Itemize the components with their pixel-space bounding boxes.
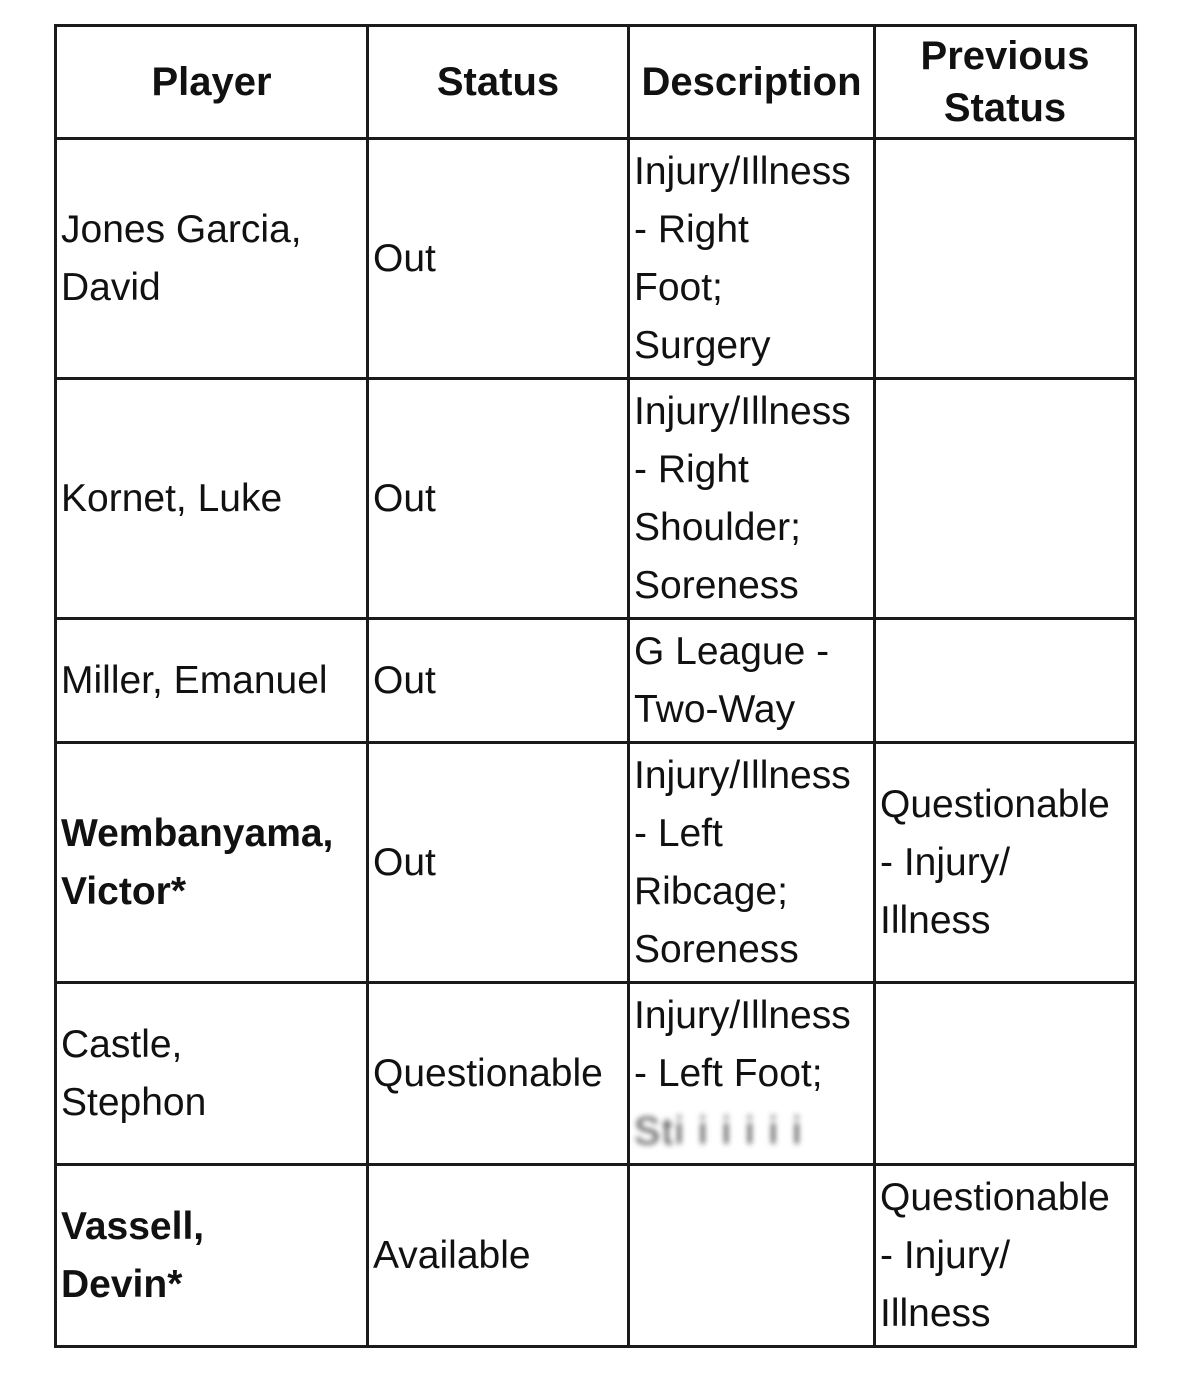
header-player: Player [56,26,368,139]
table-row [56,983,1136,1165]
injury-report-table [54,24,1137,1348]
description-cell [629,1165,875,1347]
player-cell: Wembanyama, Victor* [56,743,368,983]
status-cell: Out [368,139,629,379]
table-row [56,139,1136,379]
header-previous-status: Previous Status [875,26,1136,139]
table-row [56,379,1136,619]
previous-status-cell [875,139,1136,379]
description-cell: Injury/Illness - Right Shoulder; Soreness [629,379,875,619]
description-cell: Injury/Illness - Right Foot; Surgery [629,139,875,379]
status-cell: Out [368,619,629,743]
description-obscured-text [634,1103,873,1161]
previous-status-cell: Questionable - Injury/ Illness [875,743,1136,983]
previous-status-cell [875,379,1136,619]
previous-status-cell [875,983,1136,1165]
player-cell: Miller, Emanuel [56,619,368,743]
player-cell: Vassell, Devin* [56,1165,368,1347]
player-cell: Jones Garcia, David [56,139,368,379]
redacted-word: Sti i i i i i [634,1109,804,1153]
description-cell [629,983,875,1165]
header-status: Status [368,26,629,139]
player-cell: Castle, Stephon [56,983,368,1165]
header-row [56,26,1136,139]
description-text: Injury/Illness - Left Foot; [634,993,851,1095]
description-cell: G League - Two-Way [629,619,875,743]
table-row [56,619,1136,743]
previous-status-cell: Questionable - Injury/ Illness [875,1165,1136,1347]
status-cell: Out [368,379,629,619]
status-cell: Out [368,743,629,983]
player-cell: Kornet, Luke [56,379,368,619]
header-description: Description [629,26,875,139]
status-cell: Questionable [368,983,629,1165]
previous-status-cell [875,619,1136,743]
status-cell: Available [368,1165,629,1347]
description-cell: Injury/Illness - Left Ribcage; Soreness [629,743,875,983]
table-row [56,1165,1136,1347]
table-row [56,743,1136,983]
